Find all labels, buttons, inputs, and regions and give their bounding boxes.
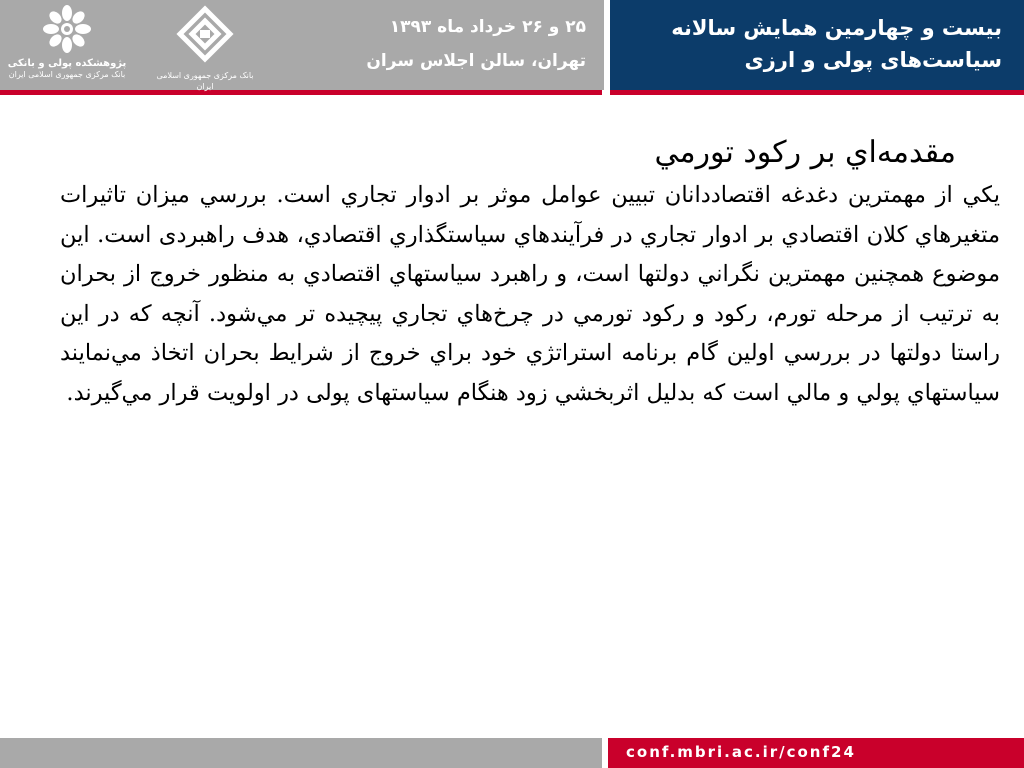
institute-logo-caption: بانک مرکزی جمهوری اسلامی ایران	[8, 70, 126, 79]
slide-content	[60, 120, 1000, 413]
footer	[0, 738, 1024, 768]
footer-url: conf.mbri.ac.ir/conf24	[626, 743, 856, 761]
central-bank-logo	[150, 4, 260, 92]
conference-title-line1: بیست و چهارمین همایش سالانه	[671, 16, 1002, 40]
conference-title	[622, 12, 1002, 76]
event-date: ۲۵ و ۲۶ خرداد ماه ۱۳۹۳	[389, 17, 586, 37]
conference-title-line2: سیاست‌های پولی و ارزی	[744, 48, 1002, 72]
central-bank-logo-caption: بانک مرکزی جمهوری اسلامی ایران	[156, 71, 254, 91]
header	[0, 0, 1024, 96]
institute-logo	[2, 4, 132, 80]
institute-logo-name: پژوهشکده پولی و بانکی	[7, 58, 127, 69]
mbri-rosette-icon	[42, 4, 92, 54]
slide-body-text: يكي از مهمترين دغدغه اقتصاددانان تبيين عوامل موثر بر ادوار تجاري است. بررسي ميزان تاثيرات متغيرهاي كلان اقتصادي بر ادوار تجاري در فرآيندهاي سياستگذاري اقتصادي، هدف راهبردی است. اين موضوع همچنين مهمترين نگراني دولتها است، و راهبرد سياستهاي اقتصادي به منظور خروج از بحران به ترتيب از مرحله تورم، ركود و ركود تورمي در چرخ‌هاي تجاري پيچيده تر مي‌شود. آنچه كه در اين راستا دولتها در بررسي اولين گام برنامه استراتژي خود براي خروج از شرايط بحران اتخاذ مي‌نمايند سياستهاي پولي و مالي است كه بدليل اثربخشي زود هنگام سياستهای پولی در اولويت قرار مي‌گيرند.	[60, 182, 1000, 406]
event-venue: تهران، سالن اجلاس سران	[366, 51, 586, 71]
footer-gray-band	[0, 738, 602, 768]
header-red-rule-gap	[602, 90, 610, 95]
cbi-emblem-icon	[173, 4, 237, 66]
event-info	[330, 10, 586, 78]
slide-title: مقدمه‌اي بر ركود تورمي	[654, 135, 956, 170]
